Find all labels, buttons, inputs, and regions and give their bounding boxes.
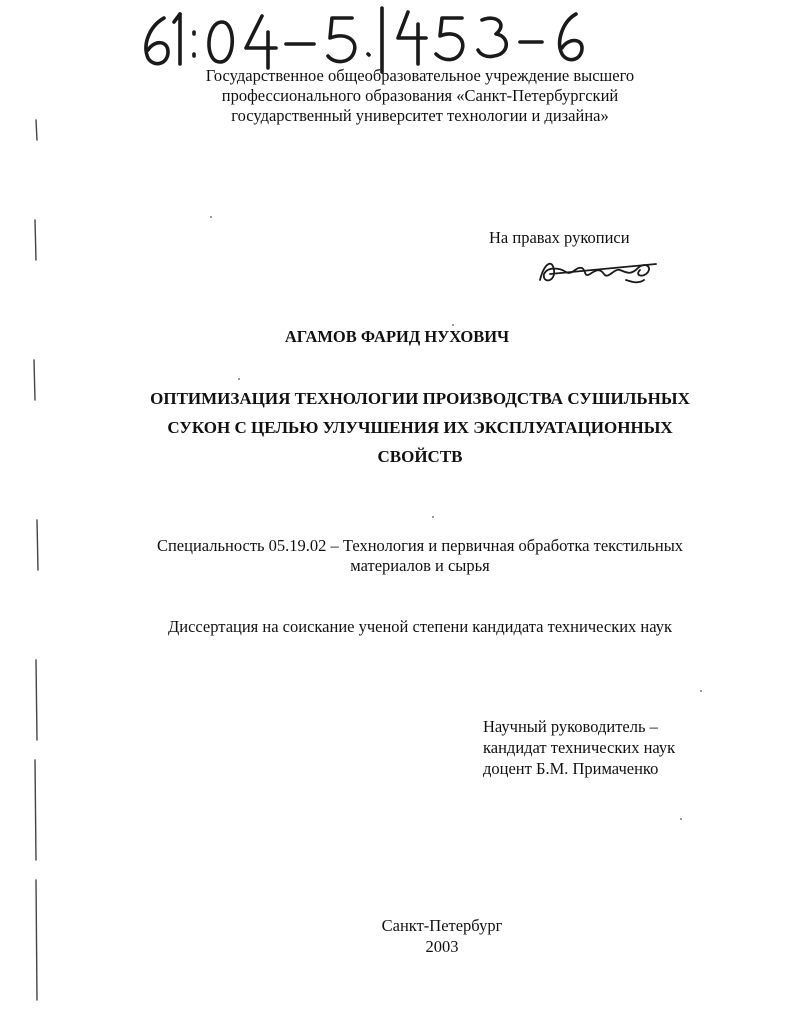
specialty-line: материалов и сырья bbox=[350, 556, 490, 575]
city: Санкт-Петербург bbox=[381, 916, 503, 935]
handwritten-archive-number bbox=[136, 4, 596, 74]
institution-line: Государственное общеобразовательное учреждение высшего bbox=[205, 66, 635, 85]
degree-statement: Диссертация на соискание ученой степени кандидата технических наук bbox=[168, 617, 672, 636]
institution-line: государственный университет технологии и дизайна» bbox=[231, 106, 609, 125]
specialty-line: Специальность 05.19.02 – Технология и первичная обработка текстильных bbox=[156, 536, 684, 555]
author-name: АГАМОВ ФАРИД НУХОВИЧ bbox=[284, 327, 510, 346]
institution-header bbox=[150, 66, 690, 126]
scan-speck bbox=[700, 690, 702, 692]
scan-speck bbox=[452, 324, 454, 326]
dissertation-title bbox=[120, 384, 720, 471]
scan-edge-artifact bbox=[30, 100, 50, 1020]
advisor-line: Научный руководитель – bbox=[483, 717, 658, 736]
specialty bbox=[120, 536, 720, 576]
year: 2003 bbox=[425, 937, 459, 956]
institution-line: профессионального образования «Санкт-Петербургский bbox=[221, 86, 619, 105]
author-signature bbox=[530, 250, 670, 290]
scan-speck bbox=[680, 818, 682, 820]
scan-speck bbox=[210, 216, 212, 218]
dissertation-title-line: ОПТИМИЗАЦИЯ ТЕХНОЛОГИИ ПРОИЗВОДСТВА СУШИЛЬНЫХ bbox=[150, 389, 690, 408]
signature-drawing bbox=[530, 250, 670, 290]
advisor-line: доцент Б.М. Примаченко bbox=[483, 759, 659, 778]
advisor-line: кандидат технических наук bbox=[483, 738, 676, 757]
manuscript-rights: На правах рукописи bbox=[489, 228, 630, 247]
place-and-year bbox=[0, 915, 794, 957]
scan-speck bbox=[238, 378, 240, 380]
scan-speck bbox=[432, 516, 434, 518]
scan-edge-drawing bbox=[30, 100, 50, 1020]
handwritten-archive-number-drawing bbox=[136, 4, 596, 74]
scientific-advisor bbox=[483, 716, 675, 779]
dissertation-title-line: СВОЙСТВ bbox=[377, 447, 463, 466]
dissertation-title-line: СУКОН С ЦЕЛЬЮ УЛУЧШЕНИЯ ИХ ЭКСПЛУАТАЦИОННЫХ bbox=[167, 418, 673, 437]
